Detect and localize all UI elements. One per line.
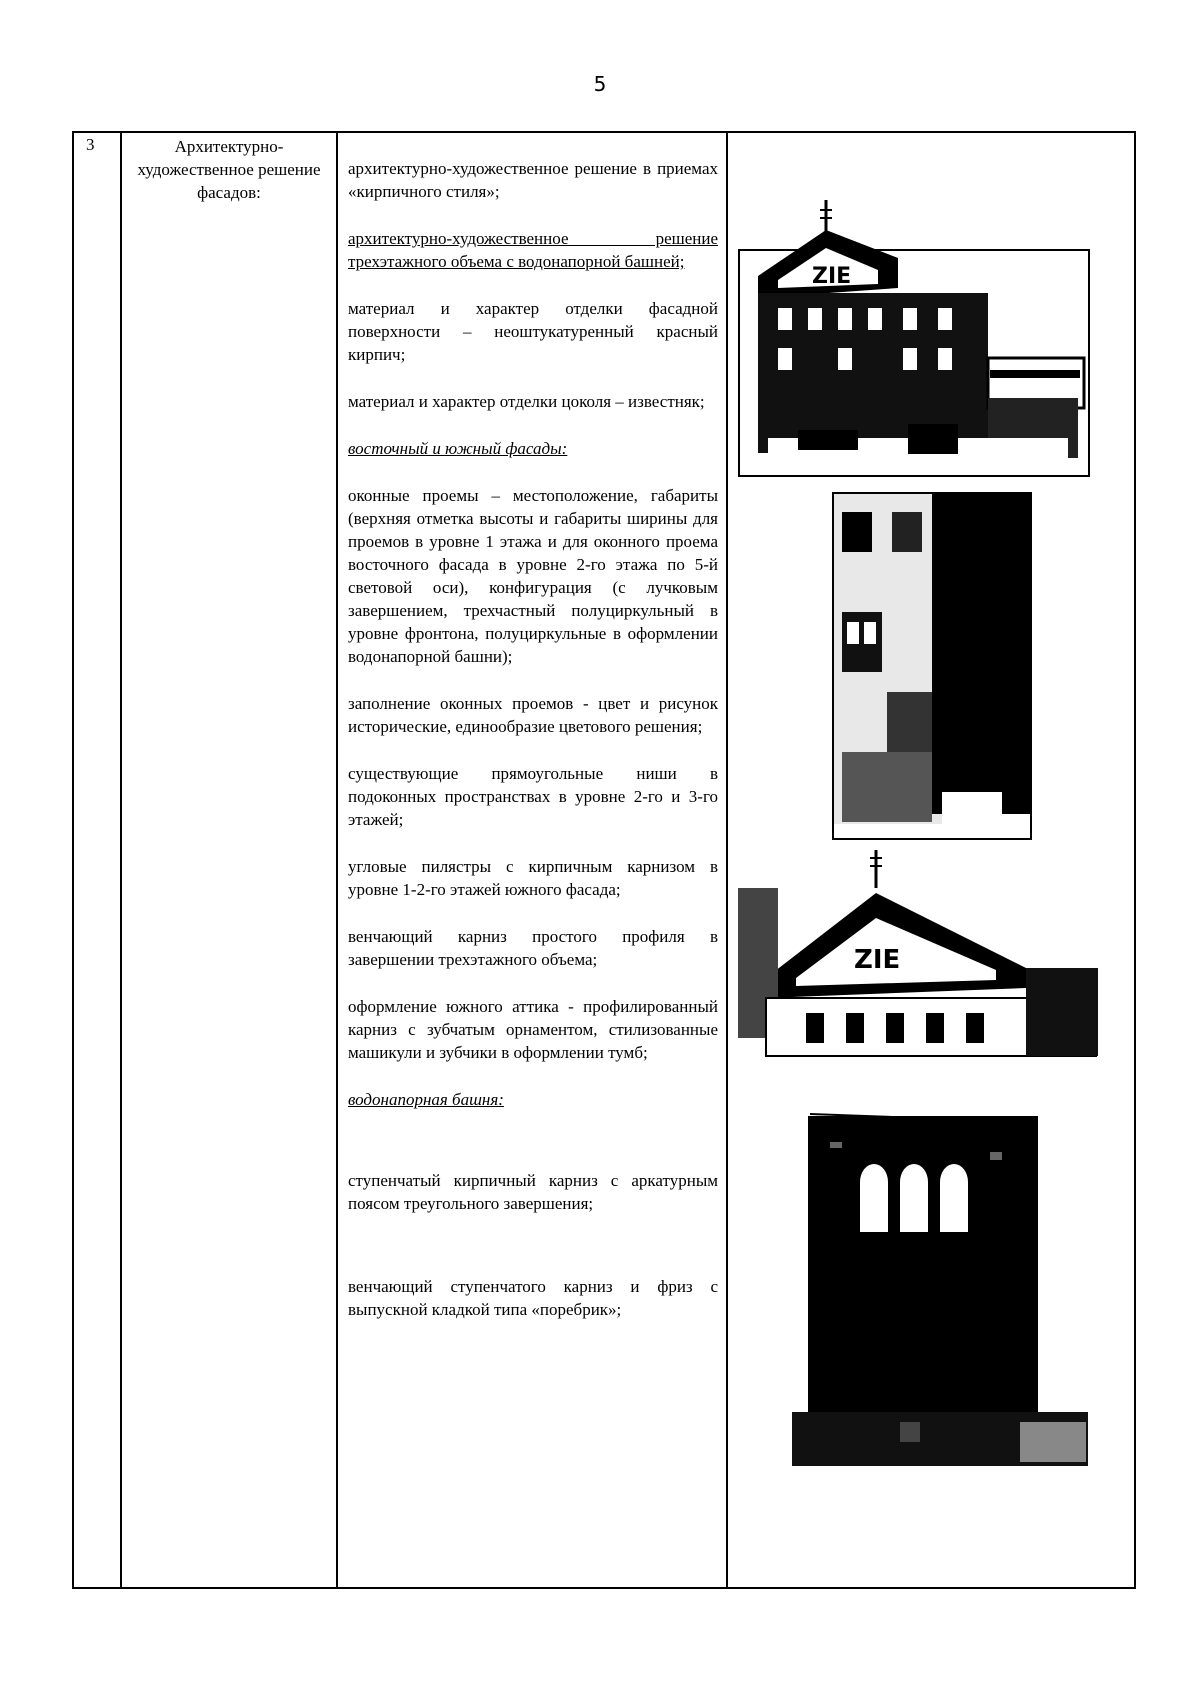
feature-list	[348, 157, 718, 1345]
feature-item: материал и характер отделки цоколя – известняк;	[348, 392, 705, 411]
feature-item: заполнение оконных проемов - цвет и рисунок исторические, единообразие цветового решения;	[348, 694, 718, 736]
feature-item: архитектурно-художественное решение трехэтажного объема с водонапорной башней;	[348, 229, 718, 271]
feature-item: угловые пилястры с кирпичным карнизом в уровне 1-2-го этажей южного фасада;	[348, 857, 718, 899]
svg-text:ZIE: ZIE	[854, 945, 901, 975]
row-number: 3	[86, 135, 95, 154]
feature-item: венчающий карниз простого профиля в завершении трехэтажного объема;	[348, 927, 718, 969]
column-divider	[726, 133, 728, 1587]
photo-east-facade	[832, 492, 1032, 840]
feature-item: венчающий ступенчатого карниз и фриз с выпускной кладкой типа «поребрик»;	[348, 1277, 718, 1319]
feature-item: оконные проемы – местоположение, габариты (верхняя отметка высоты и габариты ширины для проемов в уровне 1 этажа и для оконного проема восточного фасада в уровне 2-го этажа по 5-й световой оси), конфигурация (с лучковым завершением, трехчастный полуциркульный в уровне фронтона, полуциркульные в оформлении водонапорной башни);	[348, 486, 718, 666]
photo-water-tower	[790, 1112, 1090, 1468]
row-title: Архитектурно-художественное решение фасадов:	[137, 137, 321, 202]
photo-south-gable	[736, 848, 1102, 1058]
feature-item: существующие прямоугольные ниши в подоконных пространствах в уровне 2-го и 3-го этажей;	[348, 764, 718, 829]
photo-building-overview	[738, 198, 1090, 478]
feature-item: материал и характер отделки фасадной поверхности – неоштукатуренный красный кирпич;	[348, 299, 718, 364]
feature-item: ступенчатый кирпичный карниз с аркатурным поясом треугольного завершения;	[348, 1171, 718, 1213]
column-divider	[336, 133, 338, 1587]
section-heading: водонапорная башня:	[348, 1090, 504, 1109]
section-heading: восточный и южный фасады:	[348, 439, 568, 458]
feature-item: архитектурно-художественное решение в приемах «кирпичного стиля»;	[348, 159, 718, 201]
svg-text:ZIE: ZIE	[812, 264, 852, 289]
feature-item: оформление южного аттика - профилированный карниз с зубчатым орнаментом, стилизованные машикули и зубчики в оформлении тумб;	[348, 997, 718, 1062]
column-divider	[120, 133, 122, 1587]
page-number: 5	[593, 72, 607, 96]
